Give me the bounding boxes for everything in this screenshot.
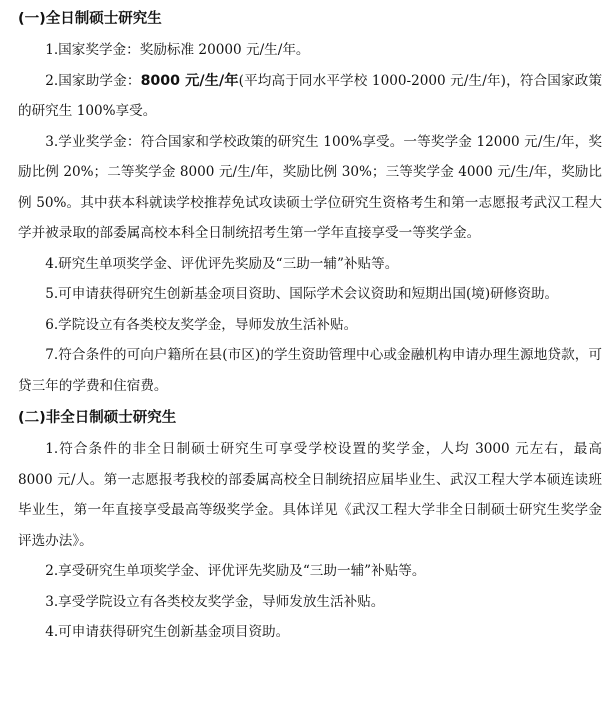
item-national-scholarship: 1.国家奖学金：奖励标准 20000 元/生/年。 — [45, 42, 310, 58]
item-alumni-scholarship: 6.学院设立有各类校友奖学金，导师发放生活补贴。 — [45, 316, 358, 333]
section-heading-parttime: (二)非全日制硕士研究生 — [18, 410, 177, 426]
item-student-loan: 7.符合条件的可向户籍所在县(市区)的学生资助管理中心或金融机构申请办理生源地贷款，可贷三年的学费和住宿费。 — [18, 347, 602, 394]
item-parttime-innovation-fund: 4.可申请获得研究生创新基金项目资助。 — [45, 624, 290, 640]
item-parttime-single-awards: 2.享受研究生单项奖学金、评优评先奖励及“三助一辅”补贴等。 — [45, 563, 426, 579]
item-national-grant — [18, 66, 602, 127]
item-innovation-fund: 5.可申请获得研究生创新基金项目资助、国际学术会议资助和短期出国(境)研修资助。 — [45, 286, 559, 302]
item-single-awards: 4.研究生单项奖学金、评优评先奖励及“三助一辅”补贴等。 — [45, 255, 399, 272]
section-heading-fulltime: (一)全日制硕士研究生 — [18, 11, 162, 27]
item-national-grant-amount: 8000 元/生/年 — [140, 72, 239, 89]
item-parttime-scholarship: 1.符合条件的非全日制硕士研究生可享受学校设置的奖学金，人均 3000 元左右，最高 8000 元/人。第一志愿报考我校的部委属高校全日制统招应届毕业生、武汉工程大学本硕连读班毕业生，第一年直接享受最高等级奖学金。具体详见《武汉工程大学非全日制硕士研究生奖学金评选办法》。 — [18, 441, 602, 549]
item-national-grant-prefix: 2.国家助学金： — [45, 72, 141, 89]
item-parttime-alumni: 3.享受学院设立有各类校友奖学金，导师发放生活补贴。 — [45, 593, 385, 610]
item-academic-scholarship: 3.学业奖学金：符合国家和学校政策的研究生 100%享受。一等奖学金 12000 元/生/年，奖励比例 20%；二等奖学金 8000 元/生/年，奖励比例 30%；三等奖学金 4000 元/生/年，奖励比例 50%。其中获本科就读学校推荐免试攻读硕士学位研究生资格考生和第一志愿报考武汉工程大学并被录取的部委属高校本科全日制统招考生第一学年直接享受一等奖学金。 — [18, 133, 602, 241]
item-national-grant-suffix: (平均高于同水平学校 1000-2000 元/生/年)，符合国家政策的研究生 100%享受。 — [18, 72, 602, 119]
